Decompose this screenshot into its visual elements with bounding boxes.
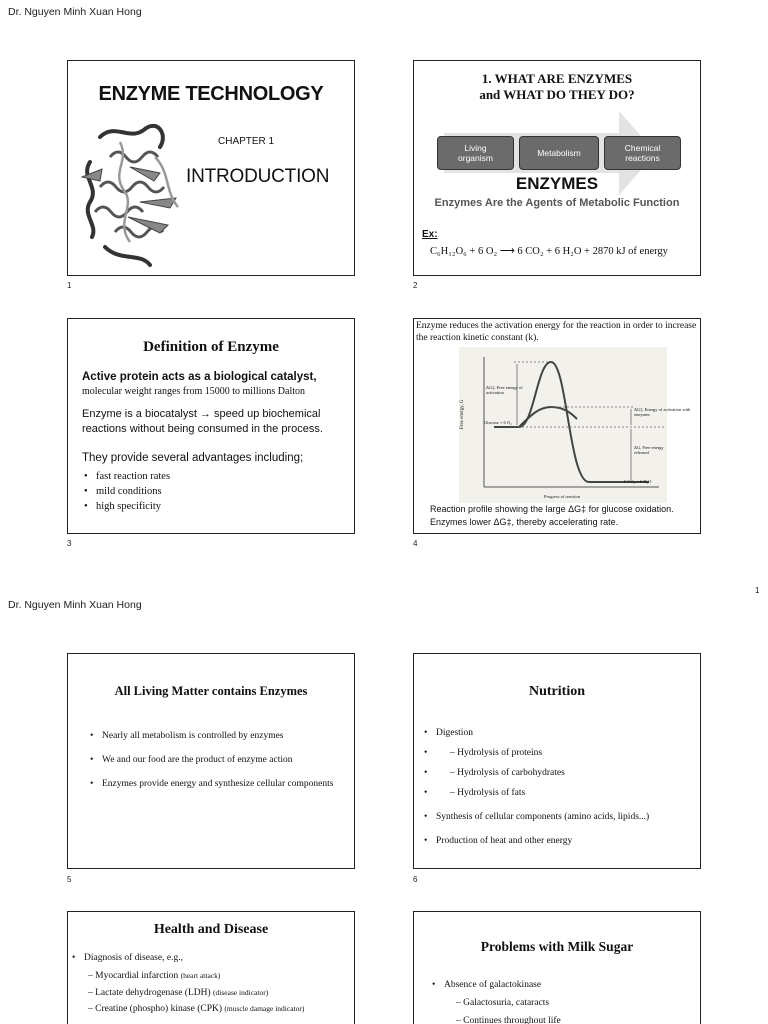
slide-title [414,71,700,103]
title-line-2: and WHAT DO THEY DO? [479,87,635,102]
slide-title: Nutrition [529,684,585,699]
slide-number: 4 [413,539,418,548]
glucose-oxidation-equation: C₆H₁₂O₆ + 6 O₂ ⟶ 6 CO₂ + 6 H₂O + 2870 kJ of energy [430,246,668,257]
list-item: • Enzymes provide energy and synthesize cellular components [88,774,343,794]
chapter-label: CHAPTER 1 [218,136,275,147]
free-energy-activation-label: ΔG‡, Free energy of activation [486,385,523,395]
example-label: Ex: [422,229,438,240]
slide-number: 3 [67,539,72,548]
slide-title: ENZYME TECHNOLOGY [98,83,324,105]
activation-energy-text: Enzyme reduces the activation energy for the reaction in order to increase the reaction kinetic constant (k). [416,321,697,343]
list-item: • Production of heat and other energy [422,831,700,851]
list-item: – Continues throughout life [456,1016,561,1024]
author-header: Dr. Nguyen Minh Xuan Hong [8,6,142,18]
symptom-items [456,994,561,1024]
title-line-1: 1. WHAT ARE ENZYMES [481,71,633,86]
y-axis-label [460,419,465,429]
slide-title: Health and Disease [153,922,269,937]
bullet-list [70,950,354,966]
diagnosis-item: – Myocardial infarction (heart attack) [88,971,221,981]
slide-number: 1 [67,281,72,290]
slide-title: Problems with Milk Sugar [480,939,634,954]
molecular-weight-line: molecular weight ranges from 15000 to millions Dalton [82,386,306,397]
list-item: • Diagnosis of disease, e.g., [70,950,354,966]
sheet-page-number: 1 [755,586,760,595]
tagline: Enzymes Are the Agents of Metabolic Function [434,197,680,209]
list-item: • Nearly all metabolism is controlled by enzymes [88,726,343,746]
slide-subtitle: INTRODUCTION [186,166,330,187]
product-label: 6 CO₂ + 6 H₂O [624,479,652,484]
slide-title: Definition of Enzyme [143,339,279,355]
list-item: • We and our food are the product of enzyme action [88,750,343,770]
list-item: • Synthesis of cellular components (amino acids, lipids...) [422,807,700,827]
author-header: Dr. Nguyen Minh Xuan Hong [8,599,142,611]
bullet-list [430,976,698,994]
living-organism-box: Living organism [437,136,514,170]
slide-7 [67,911,355,1024]
protein-structure-illustration [70,117,190,273]
energy-released-label: ΔG, Free energy released [634,445,664,455]
slide-number: 5 [67,875,72,884]
slide-4 [413,318,701,534]
list-item: • high specificity [82,499,170,514]
enzymes-label: ENZYMES [515,174,599,193]
slide-number: 6 [413,875,418,884]
enzyme-activation-label: ΔG‡, Energy of activation with enzymes [634,407,691,417]
slide-3 [67,318,355,534]
diagnosis-item: – Creatine (phospho) kinase (CPK) (muscle damage indicator) [88,1004,305,1014]
definition-bold: Active protein acts as a biological catalyst, [82,371,317,383]
list-item: • mild conditions [82,484,170,499]
metabolism-box: Metabolism [519,136,599,170]
list-item: • fast reaction rates [82,469,170,484]
reaction-profile-caption: Reaction profile showing the large ΔG‡ for glucose oxidation. Enzymes lower ΔG‡, thereby accelerating rate. [430,504,674,527]
advantages-intro: They provide several advantages including; [82,452,304,464]
slide-2 [413,60,701,276]
slide-title: All Living Matter contains Enzymes [114,684,308,698]
slide-8 [413,911,701,1024]
x-axis-label: Progress of reaction [544,494,580,499]
diagnosis-item: – Lactate dehydrogenase (LDH) (disease indicator) [88,987,269,998]
diagnosis-items [88,968,355,1018]
slide-number: 2 [413,281,418,290]
slide-5 [67,653,355,869]
biocatalyst-text: Enzyme is a biocatalyst → speed up biochemical reactions without being consumed in the process. [82,408,323,435]
sub-list-item: • – Hydrolysis of fats [422,783,700,803]
slide-6 [413,653,701,869]
bullet-list [88,726,343,794]
sub-list-item: • – Hydrolysis of carbohydrates [422,763,700,783]
slide-1 [67,60,355,276]
advantages-list [82,469,170,514]
list-item: – Galactosuria, cataracts [456,998,550,1008]
list-item: • Absence of galactokinase [430,976,698,994]
chemical-reactions-box: Chemical reactions [604,136,681,170]
bullet-list [422,723,700,851]
sub-list-item: • – Hydrolysis of proteins [422,743,700,763]
reactant-label: Glucose + 6 O₂ [484,420,512,425]
list-item: • Digestion [422,723,700,743]
